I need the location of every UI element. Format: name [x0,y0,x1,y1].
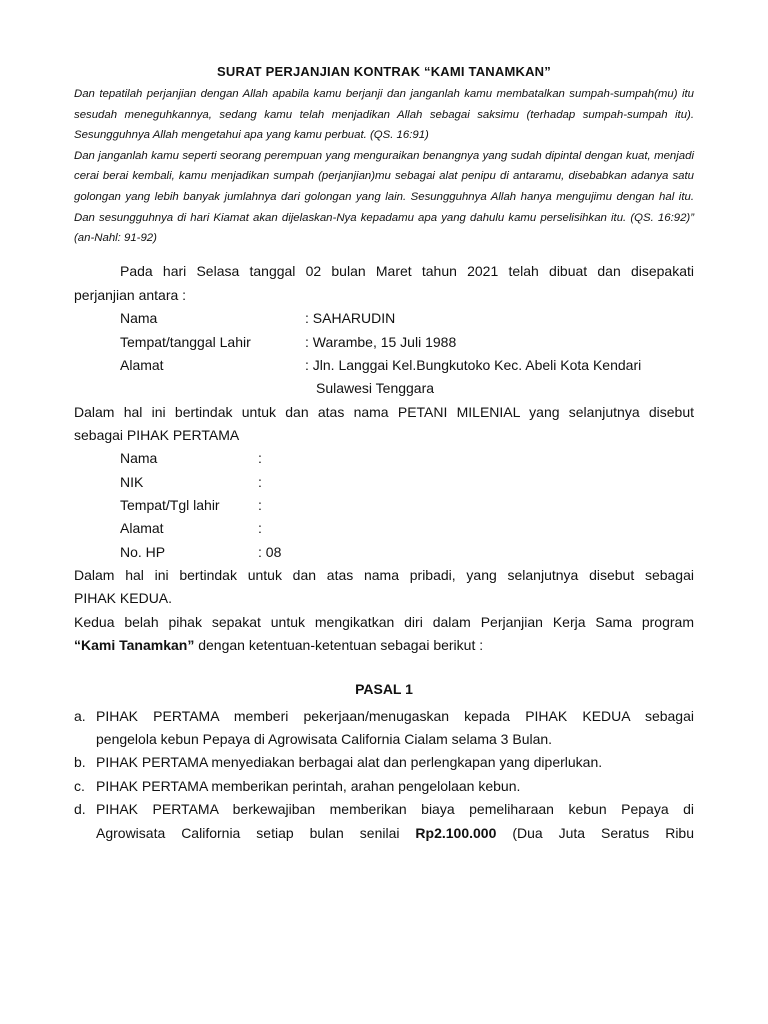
party1-nama-label: Nama [120,310,158,326]
party1-role-line-2: sebagai PIHAK PERTAMA [74,427,240,443]
agreement-line-1: Kedua belah pihak sepakat untuk mengikatkan diri dalam Perjanjian Kerja Sama program [74,614,694,630]
party1-role-line-1: Dalam hal ini bertindak untuk dan atas nama PETANI MILENIAL yang selanjutnya disebut [74,404,694,420]
item-b-letter: b. [74,754,86,770]
quote-paragraph-2: Dan janganlah kamu seperti seorang perempuan yang menguraikan benangnya yang sudah dipintal dengan kuat, menjadi cerai berai kembali, kamu menjadikan sumpah (perjanjian)mu sebagai alat penipu di antaramu, disebabkan adanya satu golongan yang lebih banyak jumlahnya dari golongan yang lain. Sesungguhnya Allah hanya mengujimu dengan hal itu. Dan sesungguhnya di hari Kiamat akan dijelaskan-Nya kepadamu apa yang dahulu kamu perselisihkan itu. (QS. 16:92)” (an-Nahl: 91-92) [74,149,694,245]
party2-alamat-label: Alamat [120,520,164,536]
item-a-line-2: pengelola kebun Pepaya di Agrowisata California Cialam selama 3 Bulan. [96,731,553,747]
item-d-letter: d. [74,801,86,817]
quran-quote [74,84,694,249]
party2-nik-value: : [258,474,262,490]
party1-ttl-value: : Warambe, 15 Juli 1988 [305,334,457,350]
party2-nama-value: : [258,450,262,466]
item-a-line-1: PIHAK PERTAMA memberi pekerjaan/menugaskan kepada PIHAK KEDUA sebagai [96,708,694,724]
party2-nama-label: Nama [120,450,158,466]
party2-hp-label: No. HP [120,544,166,560]
intro-line-2: perjanjian antara : [74,287,187,303]
party1-alamat-label: Alamat [120,357,164,373]
party2-alamat-value: : [258,520,262,536]
pasal-1-heading: PASAL 1 [355,681,413,697]
agreement-line-2-rest: dengan ketentuan-ketentuan sebagai berikut : [194,637,484,653]
party1-alamat-value-2: Sulawesi Tenggara [316,380,435,396]
quote-paragraph-1: Dan tepatilah perjanjian dengan Allah apabila kamu berjanji dan janganlah kamu membatalkan sumpah-sumpah(mu) itu sesudah meneguhkannya, sedang kamu telah menjadikan Allah sebagai saksimu (terhadap sumpah-sumpah itu). Sesungguhnya Allah mengetahui apa yang kamu perbuat. (QS. 16:91) [74,88,694,142]
intro-line-1: Pada hari Selasa tanggal 02 bulan Maret tahun 2021 telah dibuat dan disepakati [120,263,694,279]
party1-alamat-value: : Jln. Langgai Kel.Bungkutoko Kec. Abeli Kota Kendari [305,357,642,373]
program-name: “Kami Tanamkan” [74,637,195,653]
item-c-letter: c. [74,778,85,794]
item-b-line-1: PIHAK PERTAMA menyediakan berbagai alat dan perlengkapan yang diperlukan. [96,754,603,770]
party2-ttl-value: : [258,497,262,513]
party1-ttl-label: Tempat/tanggal Lahir [120,334,251,350]
party2-ttl-label: Tempat/Tgl lahir [120,497,220,513]
item-a-letter: a. [74,708,86,724]
party2-nik-label: NIK [120,474,144,490]
item-d-line-2 [96,824,694,842]
party1-nama-value: : SAHARUDIN [305,310,396,326]
party2-role-line-1: Dalam hal ini bertindak untuk dan atas nama pribadi, yang selanjutnya disebut sebagai [74,567,694,583]
item-c-line-1: PIHAK PERTAMA memberikan perintah, arahan pengelolaan kebun. [96,778,521,794]
document-title: SURAT PERJANJIAN KONTRAK “KAMI TANAMKAN” [217,64,551,79]
item-d-line-2-post: (Dua Juta Seratus Ribu [496,825,694,841]
item-d-line-1: PIHAK PERTAMA berkewajiban memberikan biaya pemeliharaan kebun Pepaya di [96,801,694,817]
party2-role-line-2: PIHAK KEDUA. [74,590,173,606]
party2-hp-value: : 08 [258,544,282,560]
item-d-line-2-pre: Agrowisata California setiap bulan senilai [96,825,416,841]
item-d-amount: Rp2.100.000 [415,825,497,841]
agreement-line-2 [74,636,483,654]
